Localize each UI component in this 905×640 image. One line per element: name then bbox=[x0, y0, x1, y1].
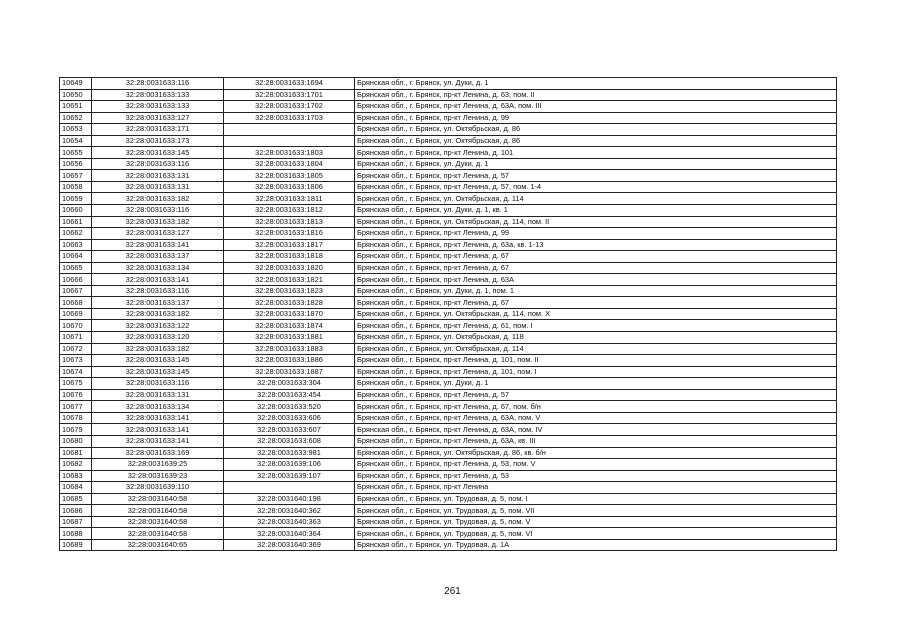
parcel-cadastral-cell: 32:28:0031633:122 bbox=[92, 320, 224, 332]
object-cadastral-cell: 32:28:0031633:1820 bbox=[224, 262, 355, 274]
row-number-cell: 10678 bbox=[60, 412, 92, 424]
object-cadastral-cell: 32:28:0031633:606 bbox=[224, 412, 355, 424]
object-cadastral-cell: 32:28:0031633:1881 bbox=[224, 332, 355, 344]
row-number-cell: 10663 bbox=[60, 239, 92, 251]
row-number-cell: 10666 bbox=[60, 274, 92, 286]
table-row bbox=[60, 297, 837, 309]
address-cell: Брянская обл., г. Брянск, пр-кт Ленина, д. 57 bbox=[355, 389, 837, 401]
table-row bbox=[60, 378, 837, 390]
object-cadastral-cell: 32:28:0031633:1703 bbox=[224, 112, 355, 124]
object-cadastral-cell: 32:28:0031633:1874 bbox=[224, 320, 355, 332]
table-row bbox=[60, 355, 837, 367]
parcel-cadastral-cell: 32:28:0031633:131 bbox=[92, 170, 224, 182]
cadastral-table bbox=[59, 77, 837, 551]
row-number-cell: 10687 bbox=[60, 516, 92, 528]
parcel-cadastral-cell: 32:28:0031639:25 bbox=[92, 459, 224, 471]
object-cadastral-cell bbox=[224, 124, 355, 136]
object-cadastral-cell: 32:28:0031633:1806 bbox=[224, 181, 355, 193]
row-number-cell: 10664 bbox=[60, 251, 92, 263]
row-number-cell: 10649 bbox=[60, 78, 92, 90]
object-cadastral-cell: 32:28:0031633:981 bbox=[224, 447, 355, 459]
parcel-cadastral-cell: 32:28:0031633:116 bbox=[92, 205, 224, 217]
object-cadastral-cell: 32:28:0031633:1817 bbox=[224, 239, 355, 251]
table-row bbox=[60, 78, 837, 90]
object-cadastral-cell: 32:28:0031633:1811 bbox=[224, 193, 355, 205]
parcel-cadastral-cell: 32:28:0031633:182 bbox=[92, 193, 224, 205]
row-number-cell: 10660 bbox=[60, 205, 92, 217]
address-cell: Брянская обл., г. Брянск, ул. Октябрьская, д. 114 bbox=[355, 193, 837, 205]
parcel-cadastral-cell: 32:28:0031633:137 bbox=[92, 251, 224, 263]
row-number-cell: 10688 bbox=[60, 528, 92, 540]
object-cadastral-cell bbox=[224, 135, 355, 147]
row-number-cell: 10674 bbox=[60, 366, 92, 378]
parcel-cadastral-cell: 32:28:0031633:169 bbox=[92, 447, 224, 459]
row-number-cell: 10652 bbox=[60, 112, 92, 124]
address-cell: Брянская обл., г. Брянск, ул. Октябрьская, д. 114, пом. X bbox=[355, 308, 837, 320]
table-row bbox=[60, 528, 837, 540]
object-cadastral-cell: 32:28:0031633:1804 bbox=[224, 158, 355, 170]
parcel-cadastral-cell: 32:28:0031633:116 bbox=[92, 158, 224, 170]
row-number-cell: 10662 bbox=[60, 228, 92, 240]
row-number-cell: 10671 bbox=[60, 332, 92, 344]
address-cell: Брянская обл., г. Брянск, ул. Дуки, д. 1, пом. 1 bbox=[355, 285, 837, 297]
table-row bbox=[60, 459, 837, 471]
address-cell: Брянская обл., г. Брянск, пр-кт Ленина, д. 99 bbox=[355, 228, 837, 240]
object-cadastral-cell: 32:28:0031633:1813 bbox=[224, 216, 355, 228]
address-cell: Брянская обл., г. Брянск, пр-кт Ленина, д. 61, пом. I bbox=[355, 320, 837, 332]
address-cell: Брянская обл., г. Брянск, пр-кт Ленина, д. 63А, пом. V bbox=[355, 412, 837, 424]
parcel-cadastral-cell: 32:28:0031633:133 bbox=[92, 89, 224, 101]
row-number-cell: 10667 bbox=[60, 285, 92, 297]
row-number-cell: 10654 bbox=[60, 135, 92, 147]
parcel-cadastral-cell: 32:28:0031633:182 bbox=[92, 343, 224, 355]
table-row bbox=[60, 412, 837, 424]
row-number-cell: 10672 bbox=[60, 343, 92, 355]
object-cadastral-cell: 32:28:0031633:607 bbox=[224, 424, 355, 436]
row-number-cell: 10680 bbox=[60, 435, 92, 447]
object-cadastral-cell: 32:28:0031633:1821 bbox=[224, 274, 355, 286]
parcel-cadastral-cell: 32:28:0031633:141 bbox=[92, 412, 224, 424]
parcel-cadastral-cell: 32:28:0031640:58 bbox=[92, 528, 224, 540]
table-row bbox=[60, 251, 837, 263]
parcel-cadastral-cell: 32:28:0031640:58 bbox=[92, 493, 224, 505]
object-cadastral-cell: 32:28:0031633:1702 bbox=[224, 101, 355, 113]
row-number-cell: 10677 bbox=[60, 401, 92, 413]
table-row bbox=[60, 239, 837, 251]
parcel-cadastral-cell: 32:28:0031633:182 bbox=[92, 216, 224, 228]
table-row bbox=[60, 285, 837, 297]
table-body bbox=[60, 78, 837, 551]
table-row bbox=[60, 89, 837, 101]
parcel-cadastral-cell: 32:28:0031639:23 bbox=[92, 470, 224, 482]
object-cadastral-cell: 32:28:0031633:1887 bbox=[224, 366, 355, 378]
table-row bbox=[60, 343, 837, 355]
parcel-cadastral-cell: 32:28:0031633:137 bbox=[92, 297, 224, 309]
table-row bbox=[60, 205, 837, 217]
object-cadastral-cell: 32:28:0031633:1828 bbox=[224, 297, 355, 309]
parcel-cadastral-cell: 32:28:0031633:145 bbox=[92, 355, 224, 367]
address-cell: Брянская обл., г. Брянск, пр-кт Ленина, д. 101, пом. I bbox=[355, 366, 837, 378]
row-number-cell: 10668 bbox=[60, 297, 92, 309]
table-row bbox=[60, 124, 837, 136]
table-row bbox=[60, 216, 837, 228]
object-cadastral-cell: 32:28:0031633:1694 bbox=[224, 78, 355, 90]
table-row bbox=[60, 389, 837, 401]
table-row bbox=[60, 470, 837, 482]
parcel-cadastral-cell: 32:28:0031633:134 bbox=[92, 401, 224, 413]
row-number-cell: 10685 bbox=[60, 493, 92, 505]
address-cell: Брянская обл., г. Брянск, ул. Дуки, д. 1 bbox=[355, 78, 837, 90]
address-cell: Брянская обл., г. Брянск, ул. Дуки, д. 1 bbox=[355, 378, 837, 390]
row-number-cell: 10665 bbox=[60, 262, 92, 274]
table-row bbox=[60, 101, 837, 113]
object-cadastral-cell: 32:28:0031640:198 bbox=[224, 493, 355, 505]
address-cell: Брянская обл., г. Брянск, ул. Трудовая, д. 5, пом. I bbox=[355, 493, 837, 505]
address-cell: Брянская обл., г. Брянск, ул. Октябрьская, д. 86 bbox=[355, 124, 837, 136]
row-number-cell: 10676 bbox=[60, 389, 92, 401]
table-row bbox=[60, 366, 837, 378]
table-row bbox=[60, 135, 837, 147]
object-cadastral-cell: 32:28:0031640:363 bbox=[224, 516, 355, 528]
address-cell: Брянская обл., г. Брянск, пр-кт Ленина, д. 53 bbox=[355, 470, 837, 482]
row-number-cell: 10669 bbox=[60, 308, 92, 320]
table-row bbox=[60, 516, 837, 528]
row-number-cell: 10673 bbox=[60, 355, 92, 367]
parcel-cadastral-cell: 32:28:0031639:110 bbox=[92, 482, 224, 494]
parcel-cadastral-cell: 32:28:0031633:145 bbox=[92, 147, 224, 159]
row-number-cell: 10661 bbox=[60, 216, 92, 228]
object-cadastral-cell: 32:28:0031633:454 bbox=[224, 389, 355, 401]
address-cell: Брянская обл., г. Брянск, ул. Трудовая, д. 5, пом. VII bbox=[355, 505, 837, 517]
address-cell: Брянская обл., г. Брянск, пр-кт Ленина, д. 63А, пом. IV bbox=[355, 424, 837, 436]
address-cell: Брянская обл., г. Брянск, ул. Трудовая, д. 1А bbox=[355, 539, 837, 551]
object-cadastral-cell: 32:28:0031639:107 bbox=[224, 470, 355, 482]
object-cadastral-cell: 32:28:0031640:369 bbox=[224, 539, 355, 551]
table-row bbox=[60, 505, 837, 517]
row-number-cell: 10653 bbox=[60, 124, 92, 136]
row-number-cell: 10679 bbox=[60, 424, 92, 436]
parcel-cadastral-cell: 32:28:0031633:145 bbox=[92, 366, 224, 378]
object-cadastral-cell: 32:28:0031633:608 bbox=[224, 435, 355, 447]
row-number-cell: 10682 bbox=[60, 459, 92, 471]
table-row bbox=[60, 493, 837, 505]
object-cadastral-cell: 32:28:0031633:1816 bbox=[224, 228, 355, 240]
object-cadastral-cell: 32:28:0031633:1812 bbox=[224, 205, 355, 217]
object-cadastral-cell: 32:28:0031633:304 bbox=[224, 378, 355, 390]
table-row bbox=[60, 424, 837, 436]
object-cadastral-cell: 32:28:0031633:520 bbox=[224, 401, 355, 413]
table-row bbox=[60, 435, 837, 447]
table-row bbox=[60, 539, 837, 551]
address-cell: Брянская обл., г. Брянск, ул. Октябрьская, д. 86, кв. б/н bbox=[355, 447, 837, 459]
table-row bbox=[60, 332, 837, 344]
parcel-cadastral-cell: 32:28:0031633:171 bbox=[92, 124, 224, 136]
object-cadastral-cell: 32:28:0031640:364 bbox=[224, 528, 355, 540]
parcel-cadastral-cell: 32:28:0031640:65 bbox=[92, 539, 224, 551]
address-cell: Брянская обл., г. Брянск, пр-кт Ленина, д. 67 bbox=[355, 297, 837, 309]
object-cadastral-cell: 32:28:0031639:106 bbox=[224, 459, 355, 471]
parcel-cadastral-cell: 32:28:0031633:133 bbox=[92, 101, 224, 113]
address-cell: Брянская обл., г. Брянск, ул. Дуки, д. 1, кв. 1 bbox=[355, 205, 837, 217]
object-cadastral-cell: 32:28:0031633:1870 bbox=[224, 308, 355, 320]
row-number-cell: 10658 bbox=[60, 181, 92, 193]
object-cadastral-cell: 32:28:0031640:362 bbox=[224, 505, 355, 517]
address-cell: Брянская обл., г. Брянск, пр-кт Ленина, д. 67, пом. б/н bbox=[355, 401, 837, 413]
table-row bbox=[60, 228, 837, 240]
parcel-cadastral-cell: 32:28:0031633:182 bbox=[92, 308, 224, 320]
object-cadastral-cell: 32:28:0031633:1701 bbox=[224, 89, 355, 101]
address-cell: Брянская обл., г. Брянск, ул. Октябрьская, д. 114 bbox=[355, 343, 837, 355]
parcel-cadastral-cell: 32:28:0031633:141 bbox=[92, 435, 224, 447]
row-number-cell: 10681 bbox=[60, 447, 92, 459]
parcel-cadastral-cell: 32:28:0031633:141 bbox=[92, 239, 224, 251]
parcel-cadastral-cell: 32:28:0031633:131 bbox=[92, 181, 224, 193]
table-row bbox=[60, 147, 837, 159]
address-cell: Брянская обл., г. Брянск, пр-кт Ленина, д. 63А bbox=[355, 274, 837, 286]
parcel-cadastral-cell: 32:28:0031633:127 bbox=[92, 228, 224, 240]
address-cell: Брянская обл., г. Брянск, пр-кт Ленина, д. 67 bbox=[355, 251, 837, 263]
parcel-cadastral-cell: 32:28:0031633:116 bbox=[92, 78, 224, 90]
parcel-cadastral-cell: 32:28:0031633:173 bbox=[92, 135, 224, 147]
table-row bbox=[60, 447, 837, 459]
table-row bbox=[60, 401, 837, 413]
table-row bbox=[60, 193, 837, 205]
table-row bbox=[60, 170, 837, 182]
address-cell: Брянская обл., г. Брянск, пр-кт Ленина bbox=[355, 482, 837, 494]
table-row bbox=[60, 181, 837, 193]
row-number-cell: 10675 bbox=[60, 378, 92, 390]
address-cell: Брянская обл., г. Брянск, пр-кт Ленина, д. 101 bbox=[355, 147, 837, 159]
parcel-cadastral-cell: 32:28:0031633:141 bbox=[92, 424, 224, 436]
table-row bbox=[60, 158, 837, 170]
row-number-cell: 10650 bbox=[60, 89, 92, 101]
object-cadastral-cell: 32:28:0031633:1803 bbox=[224, 147, 355, 159]
row-number-cell: 10651 bbox=[60, 101, 92, 113]
address-cell: Брянская обл., г. Брянск, пр-кт Ленина, д. 101, пом. II bbox=[355, 355, 837, 367]
parcel-cadastral-cell: 32:28:0031633:131 bbox=[92, 389, 224, 401]
parcel-cadastral-cell: 32:28:0031640:58 bbox=[92, 516, 224, 528]
row-number-cell: 10686 bbox=[60, 505, 92, 517]
address-cell: Брянская обл., г. Брянск, пр-кт Ленина, д. 63, пом. II bbox=[355, 89, 837, 101]
address-cell: Брянская обл., г. Брянск, пр-кт Ленина, д. 63а, кв. 1-13 bbox=[355, 239, 837, 251]
table-row bbox=[60, 262, 837, 274]
parcel-cadastral-cell: 32:28:0031633:116 bbox=[92, 285, 224, 297]
table-row bbox=[60, 112, 837, 124]
address-cell: Брянская обл., г. Брянск, пр-кт Ленина, д. 57 bbox=[355, 170, 837, 182]
parcel-cadastral-cell: 32:28:0031640:58 bbox=[92, 505, 224, 517]
object-cadastral-cell bbox=[224, 482, 355, 494]
address-cell: Брянская обл., г. Брянск, пр-кт Ленина, д. 67 bbox=[355, 262, 837, 274]
address-cell: Брянская обл., г. Брянск, пр-кт Ленина, д. 99 bbox=[355, 112, 837, 124]
address-cell: Брянская обл., г. Брянск, ул. Трудовая, д. 5, пом. V bbox=[355, 516, 837, 528]
parcel-cadastral-cell: 32:28:0031633:127 bbox=[92, 112, 224, 124]
row-number-cell: 10656 bbox=[60, 158, 92, 170]
object-cadastral-cell: 32:28:0031633:1823 bbox=[224, 285, 355, 297]
address-cell: Брянская обл., г. Брянск, ул. Октябрьская, д. 86 bbox=[355, 135, 837, 147]
page-number: 261 bbox=[444, 586, 461, 597]
table-row bbox=[60, 308, 837, 320]
address-cell: Брянская обл., г. Брянск, пр-кт Ленина, д. 63А, пом. III bbox=[355, 101, 837, 113]
object-cadastral-cell: 32:28:0031633:1805 bbox=[224, 170, 355, 182]
row-number-cell: 10670 bbox=[60, 320, 92, 332]
address-cell: Брянская обл., г. Брянск, пр-кт Ленина, д. 57, пом. 1-4 bbox=[355, 181, 837, 193]
row-number-cell: 10689 bbox=[60, 539, 92, 551]
object-cadastral-cell: 32:28:0031633:1883 bbox=[224, 343, 355, 355]
address-cell: Брянская обл., г. Брянск, ул. Трудовая, д. 5, пом. VI bbox=[355, 528, 837, 540]
row-number-cell: 10683 bbox=[60, 470, 92, 482]
address-cell: Брянская обл., г. Брянск, ул. Дуки, д. 1 bbox=[355, 158, 837, 170]
parcel-cadastral-cell: 32:28:0031633:120 bbox=[92, 332, 224, 344]
object-cadastral-cell: 32:28:0031633:1818 bbox=[224, 251, 355, 263]
address-cell: Брянская обл., г. Брянск, ул. Октябрьская, д. 114, пом. II bbox=[355, 216, 837, 228]
parcel-cadastral-cell: 32:28:0031633:134 bbox=[92, 262, 224, 274]
address-cell: Брянская обл., г. Брянск, ул. Октябрьская, д. 118 bbox=[355, 332, 837, 344]
parcel-cadastral-cell: 32:28:0031633:141 bbox=[92, 274, 224, 286]
address-cell: Брянская обл., г. Брянск, пр-кт Ленина, д. 63А, кв. III bbox=[355, 435, 837, 447]
row-number-cell: 10657 bbox=[60, 170, 92, 182]
row-number-cell: 10659 bbox=[60, 193, 92, 205]
row-number-cell: 10684 bbox=[60, 482, 92, 494]
table-row bbox=[60, 482, 837, 494]
table-row bbox=[60, 320, 837, 332]
address-cell: Брянская обл., г. Брянск, пр-кт Ленина, д. 53, пом. V bbox=[355, 459, 837, 471]
object-cadastral-cell: 32:28:0031633:1886 bbox=[224, 355, 355, 367]
row-number-cell: 10655 bbox=[60, 147, 92, 159]
table-row bbox=[60, 274, 837, 286]
parcel-cadastral-cell: 32:28:0031633:116 bbox=[92, 378, 224, 390]
